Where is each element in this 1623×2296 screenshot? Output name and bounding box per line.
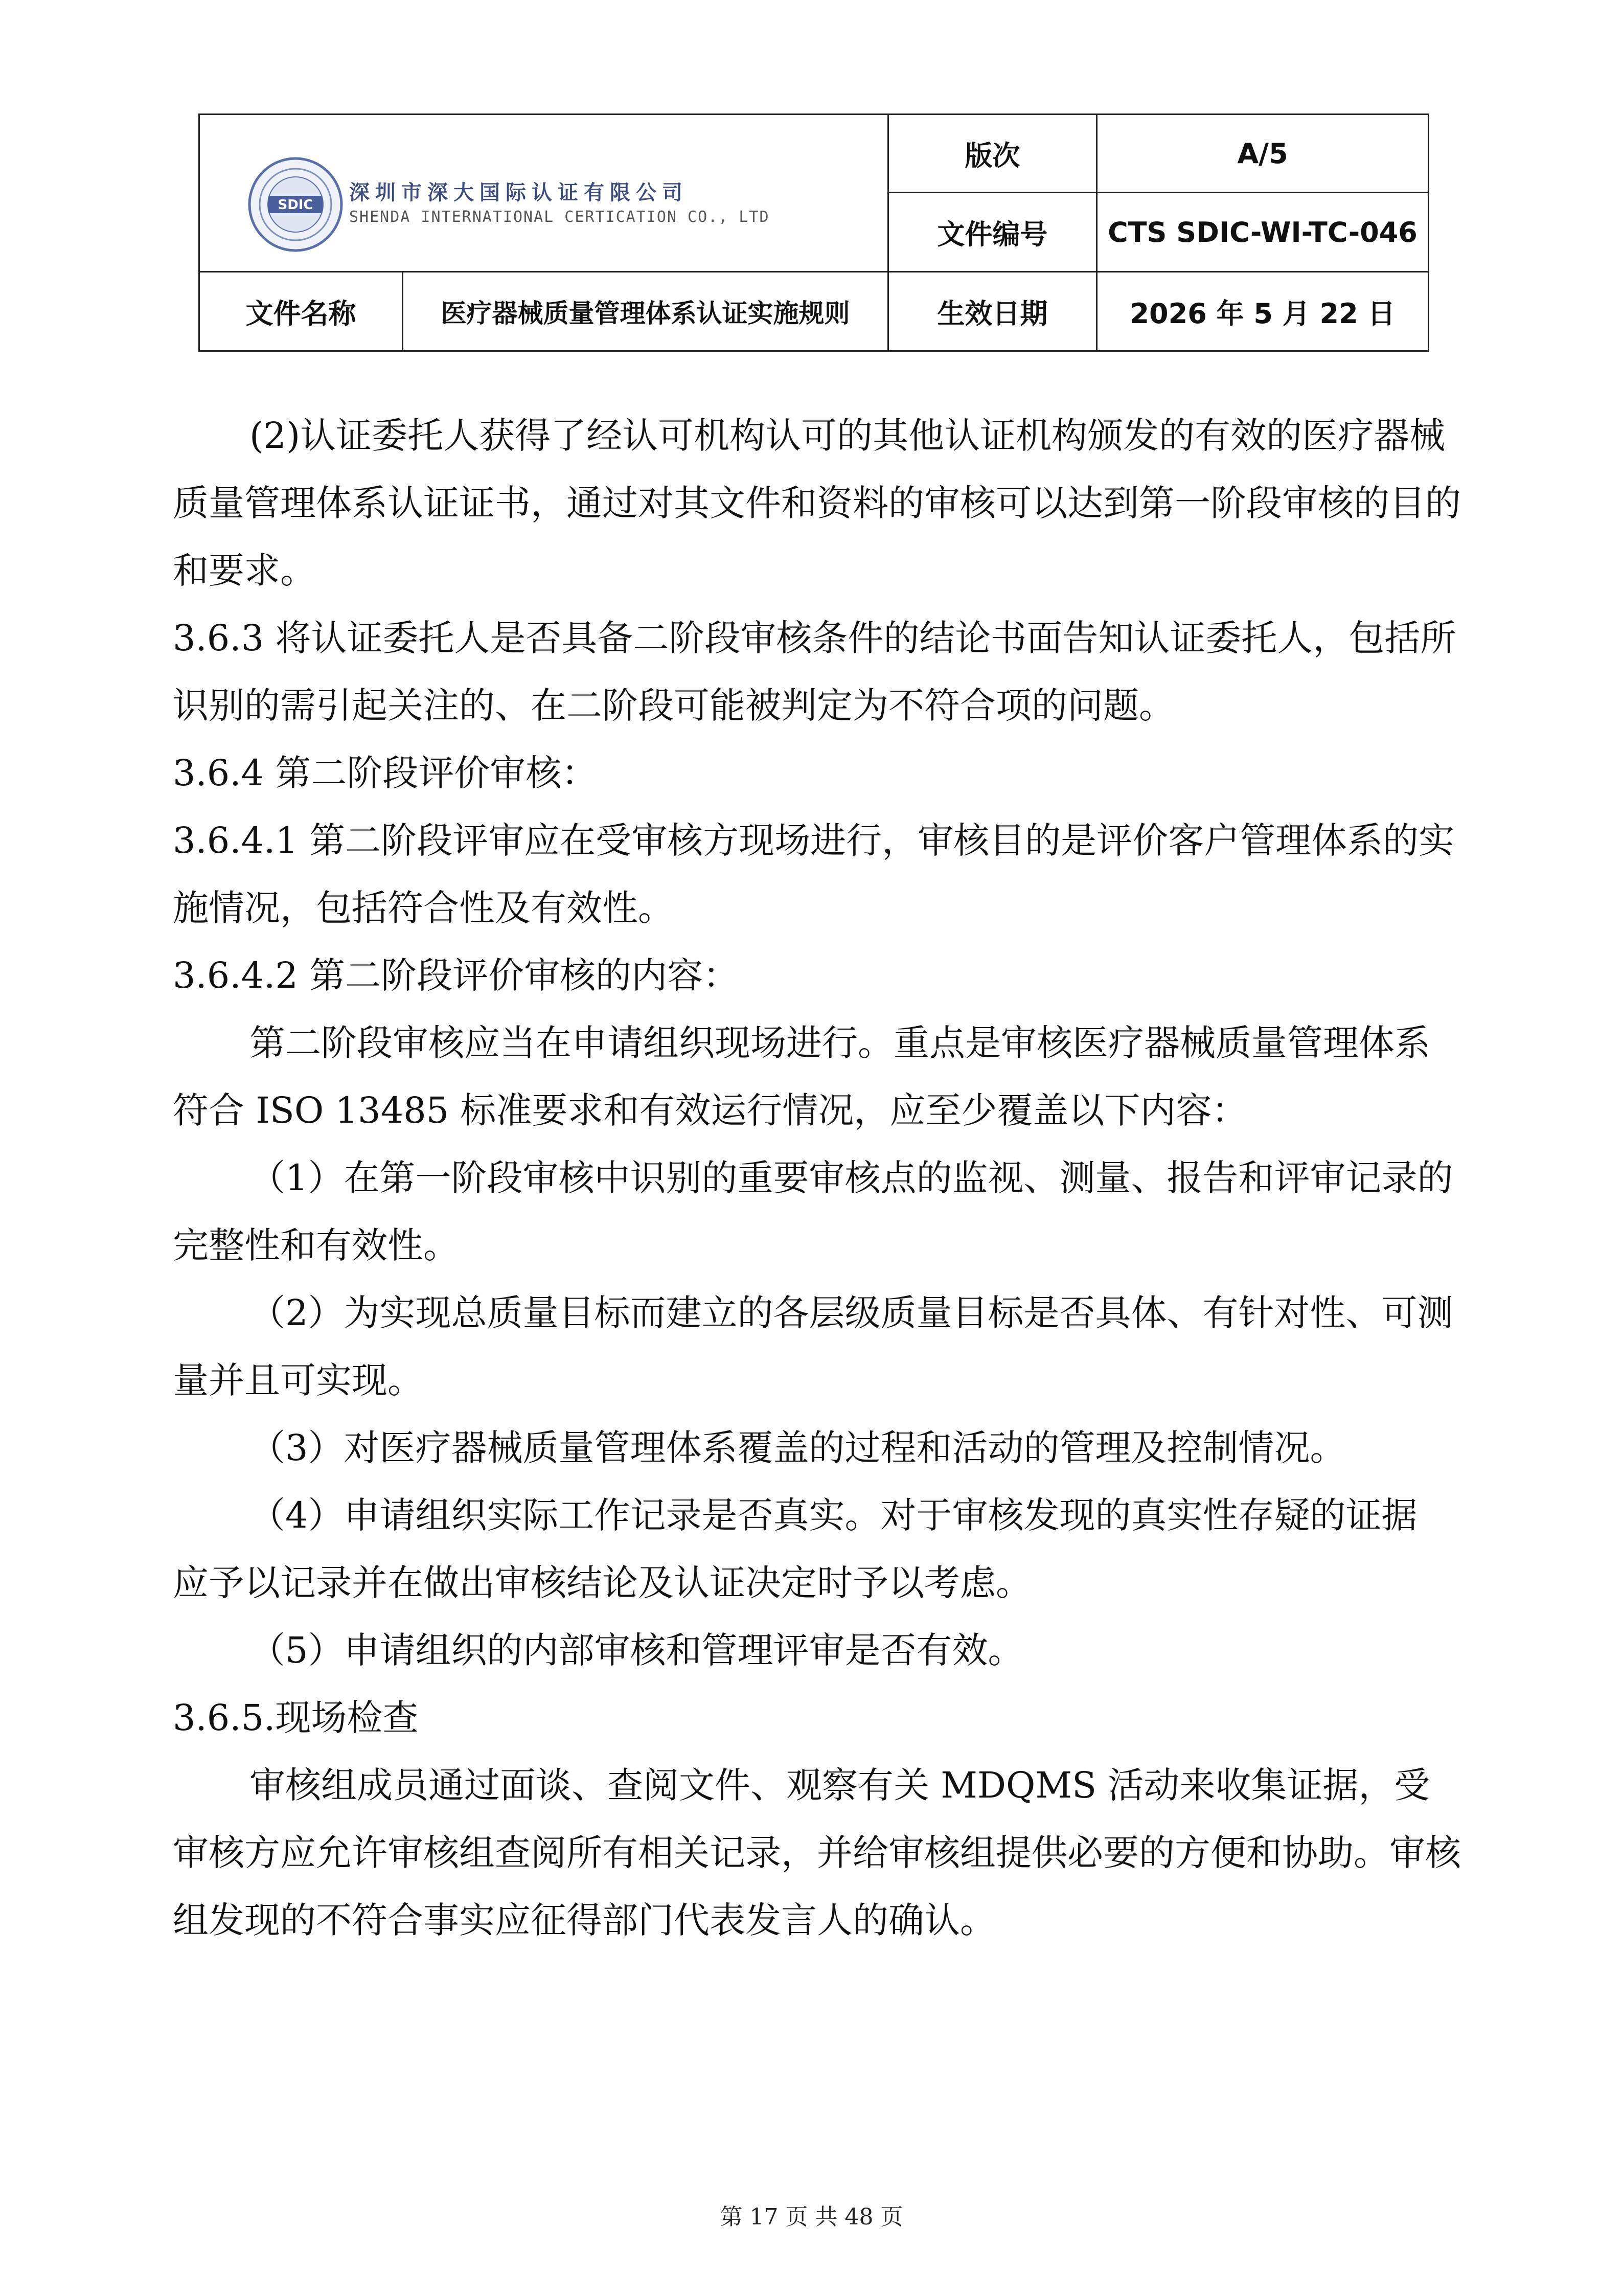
- doc-name-value: 医疗器械质量管理体系认证实施规则: [441, 299, 850, 328]
- list-item: （1）在第一阶段审核中识别的重要审核点的监视、测量、报告和评审记录的完整性和有效性。: [173, 1157, 1453, 1266]
- doc-name-label: 文件名称: [245, 297, 356, 330]
- company-seal-icon: [247, 156, 344, 253]
- company-name-en: SHENDA INTERNATIONAL CERTICATION CO., LTD: [349, 208, 770, 226]
- list-item: （5）申请组织的内部审核和管理评审是否有效。: [249, 1629, 1024, 1671]
- body-paragraph: 第二阶段审核应当在申请组织现场进行。重点是审核医疗器械质量管理体系符合 ISO 13485 标准要求和有效运行情况，应至少覆盖以下内容：: [173, 1022, 1430, 1131]
- doc-number-value: CTS SDIC-WI-TC-046: [1108, 216, 1418, 248]
- body-paragraph: (2)认证委托人获得了经认可机构认可的其他认证机构颁发的有效的医疗器械质量管理体系认证证书，通过对其文件和资料的审核可以达到第一阶段审核的目的和要求。: [173, 415, 1461, 592]
- document-header-table: [198, 113, 1429, 352]
- version-label: 版次: [965, 139, 1020, 172]
- list-item: （4）申请组织实际工作记录是否真实。对于审核发现的真实性存疑的证据 应予以记录并在做出审核结论及认证决定时予以考虑。: [173, 1494, 1418, 1604]
- body-paragraph: 3.6.3 将认证委托人是否具备二阶段审核条件的结论书面告知认证委托人，包括所识别的需引起关注的、在二阶段可能被判定为不符合项的问题。: [173, 617, 1456, 726]
- section-heading: 3.6.5.现场检查: [173, 1697, 419, 1739]
- page-number: 第 17 页 共 48 页: [720, 2204, 903, 2230]
- section-heading: 3.6.4.2 第二阶段评价审核的内容：: [173, 954, 739, 996]
- company-name-cn: 深圳市深大国际认证有限公司: [349, 181, 688, 204]
- version-value: A/5: [1237, 137, 1288, 170]
- body-paragraph: 3.6.4.1 第二阶段评审应在受审核方现场进行，审核目的是评价客户管理体系的实施情况，包括符合性及有效性。: [173, 820, 1455, 929]
- body-paragraph: 审核组成员通过面谈、查阅文件、观察有关 MDQMS 活动来收集证据，受审核方应允许审核组查阅所有相关记录，并给审核组提供必要的方便和协助。审核组发现的不符合事实应征得部门代表发言人的确认。: [173, 1764, 1461, 1941]
- doc-number-label: 文件编号: [937, 218, 1048, 251]
- list-item: （2）为实现总质量目标而建立的各层级质量目标是否具体、有针对性、可测量并且可实现。: [173, 1292, 1453, 1401]
- effective-date-label: 生效日期: [937, 297, 1048, 330]
- section-heading: 3.6.4 第二阶段评价审核：: [173, 752, 598, 794]
- company-logo: [247, 156, 770, 258]
- list-item: （3）对医疗器械质量管理体系覆盖的过程和活动的管理及控制情况。: [249, 1427, 1346, 1469]
- svg-text:SDIC: SDIC: [278, 197, 313, 213]
- effective-date-value: 2026 年 5 月 22 日: [1130, 297, 1396, 330]
